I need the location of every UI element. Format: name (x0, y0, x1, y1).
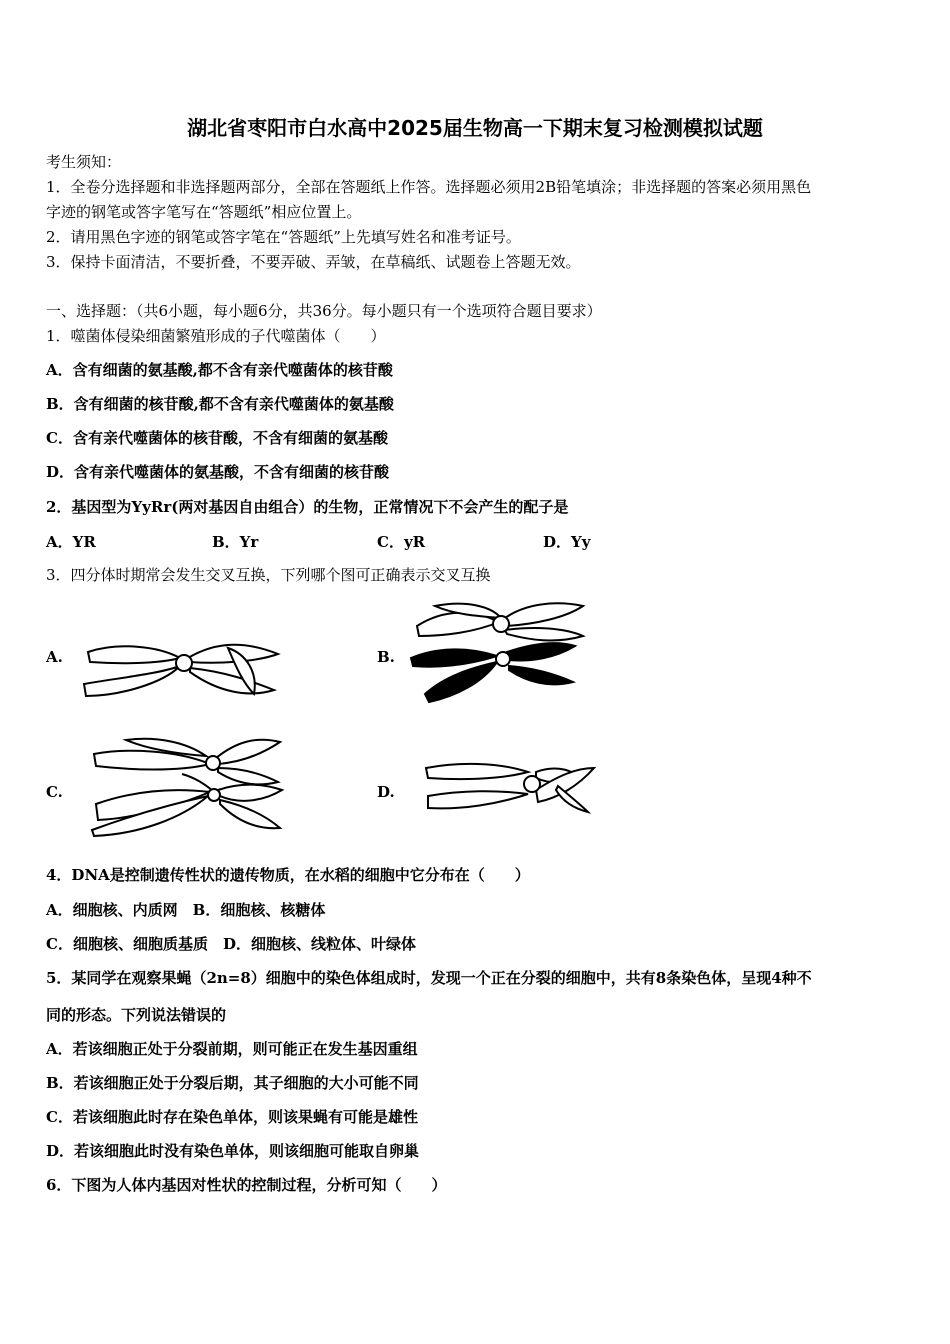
q1-option-b: B．含有细菌的核苷酸,都不含有亲代噬菌体的氨基酸 (46, 395, 394, 413)
q3-label-c: C. (46, 783, 63, 801)
q6-stem: 6．下图为人体内基因对性状的控制过程，分析可知（ ） (46, 1176, 447, 1194)
q5-option-d: D．若该细胞此时没有染色单体，则该细胞可能取自卵巢 (46, 1142, 420, 1160)
q3-label-d: D. (377, 783, 395, 801)
q3-label-b: B. (377, 648, 395, 666)
q4-options-row1: A．细胞核、内质网 B．细胞核、核糖体 (46, 901, 326, 919)
q1-stem: 1．噬菌体侵染细菌繁殖形成的子代噬菌体（ ） (46, 327, 386, 345)
q1-option-a: A．含有细菌的氨基酸,都不含有亲代噬菌体的核苷酸 (46, 361, 393, 379)
chromosome-figure-c (86, 734, 286, 838)
notice-item: 1．全卷分选择题和非选择题两部分，全部在答题纸上作答。选择题必须用2B铅笔填涂；非选择题的答案必须用黑色 (46, 178, 812, 196)
q5-stem-cont: 同的形态。下列说法错误的 (46, 1006, 227, 1024)
q3-label-a: A. (46, 648, 63, 666)
chromosome-figure-a (78, 632, 288, 704)
q4-stem: 4．DNA是控制遗传性状的遗传物质，在水稻的细胞中它分布在（ ） (46, 866, 530, 884)
q4-options-row2: C．细胞核、细胞质基质 D．细胞核、线粒体、叶绿体 (46, 935, 416, 953)
q2-option-b: B．Yr (212, 533, 259, 551)
notice-item: 3．保持卡面清洁，不要折叠，不要弄破、弄皱，在草稿纸、试题卷上答题无效。 (46, 253, 581, 271)
q2-option-d: D．Yy (543, 533, 591, 551)
q2-option-c: C．yR (377, 533, 426, 551)
page-title: 湖北省枣阳市白水高中2025届生物高一下期末复习检测模拟试题 (187, 116, 763, 140)
q5-option-c: C．若该细胞此时存在染色单体，则该果蝇有可能是雄性 (46, 1108, 418, 1126)
q2-stem: 2．基因型为YyRr(两对基因自由组合）的生物，正常情况下不会产生的配子是 (46, 498, 569, 516)
notice-item: 字迹的钢笔或答字笔写在“答题纸”相应位置上。 (46, 203, 362, 221)
q1-option-c: C．含有亲代噬菌体的核苷酸，不含有细菌的氨基酸 (46, 429, 388, 447)
chromosome-figure-d (418, 756, 596, 818)
notice-item: 2．请用黑色字迹的钢笔或答字笔在“答题纸”上先填写姓名和准考证号。 (46, 228, 521, 246)
q5-stem: 5．某同学在观察果蝇（2n=8）细胞中的染色体组成时，发现一个正在分裂的细胞中，共有8条染色体，呈现4种不 (46, 969, 812, 987)
chromosome-figure-b (405, 596, 590, 711)
q1-option-d: D．含有亲代噬菌体的氨基酸，不含有细菌的核苷酸 (46, 463, 390, 481)
q5-option-a: A．若该细胞正处于分裂前期，则可能正在发生基因重组 (46, 1040, 418, 1058)
notice-heading: 考生须知： (46, 153, 122, 171)
q2-option-a: A．YR (46, 533, 96, 551)
section-heading: 一、选择题：（共6小题，每小题6分，共36分。每小题只有一个选项符合题目要求） (46, 302, 602, 320)
q5-option-b: B．若该细胞正处于分裂后期，其子细胞的大小可能不同 (46, 1074, 419, 1092)
q3-stem: 3．四分体时期常会发生交叉互换，下列哪个图可正确表示交叉互换 (46, 566, 491, 584)
